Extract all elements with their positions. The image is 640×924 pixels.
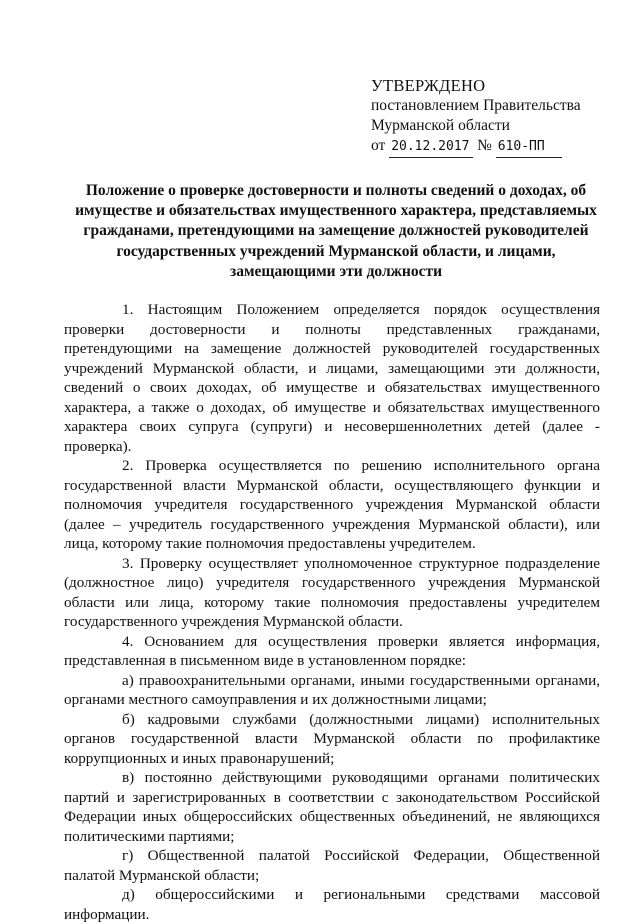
approval-from-label: от (371, 137, 386, 154)
approval-number: 610-ПП (496, 137, 562, 158)
subitem-g: г) Общественной палатой Российской Федерации, Общественной палатой Мурманской области; (64, 847, 600, 884)
approval-line-2: Мурманской области (371, 117, 510, 134)
paragraph-3: 3. Проверку осуществляет уполномоченное структурное подразделение (должностное лицо) учредителя государственного учреждения Мурманской области или лица, которому такие полномочия предоставлены учредителем государственного учреждения Мурманской области. (64, 554, 600, 630)
subitem-b: б) кадровыми службами (должностными лицами) исполнительных органов государственной власти Мурманской области по профилактике коррупционных и иных правонарушений; (64, 710, 600, 767)
document-body (64, 300, 600, 924)
paragraph-2: 2. Проверка осуществляется по решению исполнительного органа государственной власти Мурманской области, осуществляющего функции и полномочия учредителя государственного учреждения Мурманской области (далее – учредитель государственного учреждения Мурманской области), или лица, которому такие полномочия предоставлены учредителем. (64, 457, 600, 552)
paragraph-4: 4. Основанием для осуществления проверки является информация, представленная в письменном виде в установленном порядке: (64, 632, 600, 669)
approval-number-label: № (477, 137, 492, 154)
approval-title: УТВЕРЖДЕНО (371, 76, 486, 95)
approval-date: 20.12.2017 (389, 137, 473, 158)
paragraph-1: 1. Настоящим Положением определяется порядок осуществления проверки достоверности и полноты представленных гражданами, претендующими на замещение должностей руководителей государственных учреждений Мурманской области, и лицами, замещающими эти должности, сведений о своих доходах, об имуществе и обязательствах имущественного характера, а также о доходах, об имуществе и обязательствах имущественного характера своих супруга (супруги) и несовершеннолетних детей (далее - проверка). (64, 301, 600, 455)
document-title: Положение о проверке достоверности и полноты сведений о доходах, об имуществе и обязательствах имущественного характера, представляемых гражданами, претендующими на замещение должностей руководителей государственных учреждений Мурманской области, и лицами, замещающими эти должности (75, 182, 597, 280)
approval-stamp (371, 76, 581, 158)
subitem-a: а) правоохранительными органами, иными государственными органами, органами местного самоуправления и их должностными лицами; (64, 671, 600, 708)
approval-date-line (371, 136, 581, 158)
subitem-v: в) постоянно действующими руководящими органами политических партий и зарегистрированных в соответствии с законодательством Российской Федерации иных общероссийских общественных объединений, не являющихся политическими партиями; (64, 769, 600, 845)
approval-line-1: постановлением Правительства (371, 97, 581, 114)
subitem-d: д) общероссийскими и региональными средствами массовой информации. (64, 886, 600, 923)
